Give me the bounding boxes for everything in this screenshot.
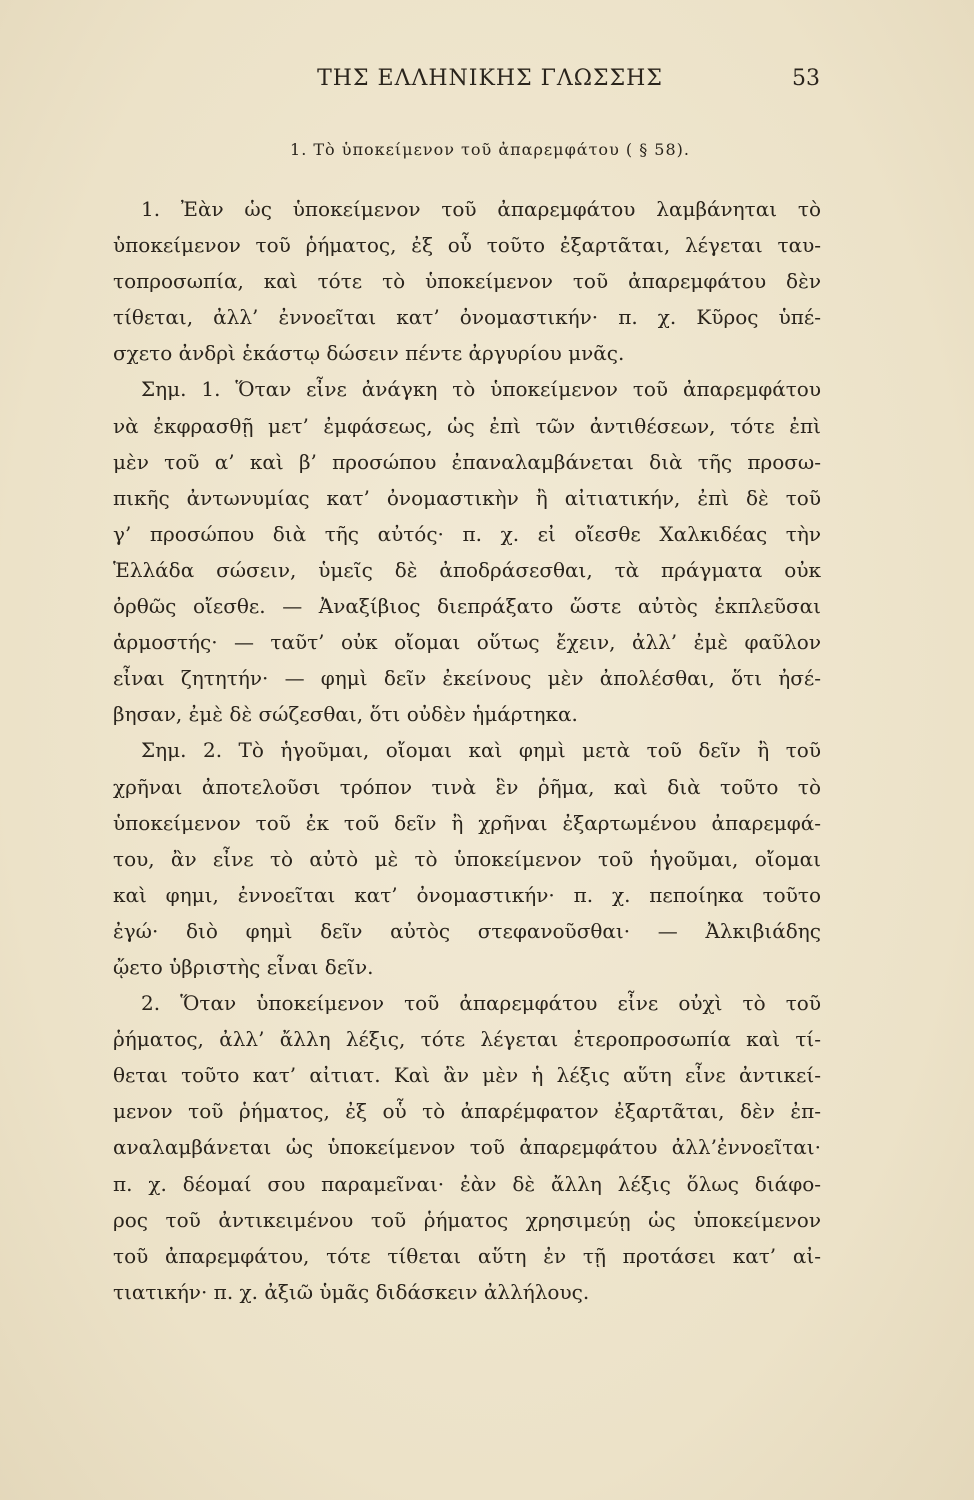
text-line: μενον τοῦ ῥήματος, ἐξ οὗ τὸ ἀπαρέμφατον ἐξαρτᾶται, δὲν ἐπ- xyxy=(113,1099,821,1124)
text-line: τοῦ ἀπαρεμφάτου, τότε τίθεται αὕτη ἐν τῇ προτάσει κατ’ αἰ- xyxy=(113,1243,821,1268)
text-line: εἶναι ζητητήν· — φημὶ δεῖν ἐκείνους μὲν ἀπολέσθαι, ὅτι ἠσέ- xyxy=(113,666,821,691)
text-line: ἁρμοστής· — ταῦτ’ οὐκ οἴομαι οὕτως ἔχειν, ἀλλ’ ἐμὲ φαῦλον xyxy=(113,630,821,655)
text-line: χρῆναι ἀποτελοῦσι τρόπον τινὰ ἓν ῥῆμα, καὶ διὰ τοῦτο τὸ xyxy=(113,774,821,799)
text-line: ῥήματος, ἀλλ’ ἄλλη λέξις, τότε λέγεται ἑτεροπροσωπία καὶ τί- xyxy=(113,1027,821,1052)
text-line: π. χ. δέομαί σου παραμεῖναι· ἐὰν δὲ ἄλλη λέξις ὅλως διάφο- xyxy=(113,1171,821,1196)
text-line: ὑποκείμενον τοῦ ῥήματος, ἐξ οὗ τοῦτο ἐξαρτᾶται, λέγεται ταυ- xyxy=(113,233,821,258)
text-line: καὶ φημι, ἐννοεῖται κατ’ ὀνομαστικήν· π. χ. πεποίηκα τοῦτο xyxy=(113,882,821,907)
text-line: Ἑλλάδα σώσειν, ὑμεῖς δὲ ἀποδράσεσθαι, τὰ πράγματα οὐκ xyxy=(113,557,821,582)
text-line: σχετο ἀνδρὶ ἑκάστῳ δώσειν πέντε ἀργυρίου μνᾶς. xyxy=(113,341,625,366)
text-line: Σημ. 2. Τὸ ἡγοῦμαι, οἴομαι καὶ φημὶ μετὰ τοῦ δεῖν ἢ τοῦ xyxy=(141,738,821,763)
page-header xyxy=(0,66,974,96)
text-line: τοπροσωπία, καὶ τότε τὸ ὑποκείμενον τοῦ ἀπαρεμφάτου δὲν xyxy=(113,269,821,294)
text-line: 2. Ὅταν ὑποκείμενον τοῦ ἀπαρεμφάτου εἶνε οὐχὶ τὸ τοῦ xyxy=(141,991,821,1016)
text-line: βησαν, ἐμὲ δὲ σώζεσθαι, ὅτι οὐδὲν ἡμάρτηκα. xyxy=(113,702,578,727)
text-line: τίθεται, ἀλλ’ ἐννοεῖται κατ’ ὀνομαστικήν· π. χ. Κῦρος ὑπέ- xyxy=(113,305,821,330)
text-line: ᾤετο ὑβριστὴς εἶναι δεῖν. xyxy=(113,954,374,979)
text-line: ἐγώ· διὸ φημὶ δεῖν αὐτὸς στεφανοῦσθαι· — Ἀλκιβιάδης xyxy=(113,918,821,943)
text-line: γ’ προσώπου διὰ τῆς αὐτός· π. χ. εἰ οἴεσθε Χαλκιδέας τὴν xyxy=(113,521,821,546)
text-line: ρος τοῦ ἀντικειμένου τοῦ ῥήματος χρησιμεύῃ ὡς ὑποκείμενον xyxy=(113,1207,821,1232)
running-title: ΤΗΣ ΕΛΛΗΝΙΚΗΣ ΓΛΩΣΣΗΣ xyxy=(317,66,663,91)
text-line: αναλαμβάνεται ὡς ὑποκείμενον τοῦ ἀπαρεμφάτου ἀλλ’ἐννοεῖται· xyxy=(113,1135,821,1160)
body-text xyxy=(113,191,821,1310)
text-line: 1. Ἐὰν ὡς ὑποκείμενον τοῦ ἀπαρεμφάτου λαμβάνηται τὸ xyxy=(141,197,821,221)
text-line: ὑποκείμενον τοῦ ἐκ τοῦ δεῖν ἢ χρῆναι ἐξαρτωμένου ἀπαρεμφά- xyxy=(113,810,821,835)
page-number: 53 xyxy=(792,66,820,91)
text-line: θεται τοῦτο κατ’ αἰτιατ. Καὶ ἂν μὲν ἡ λέξις αὕτη εἶνε ἀντικεί- xyxy=(113,1063,821,1088)
text-line: νὰ ἐκφρασθῇ μετ’ ἐμφάσεως, ὡς ἐπὶ τῶν ἀντιθέσεων, τότε ἐπὶ xyxy=(113,413,821,438)
text-line: ὀρθῶς οἴεσθε. — Ἀναξίβιος διεπράξατο ὥστε αὐτὸς ἐκπλεῦσαι xyxy=(113,594,821,619)
text-line: μὲν τοῦ α’ καὶ β’ προσώπου ἐπαναλαμβάνεται διὰ τῆς προσω- xyxy=(113,449,821,474)
section-heading: 1. Τὸ ὑποκείμενον τοῦ ἀπαρεμφάτου ( § 58). xyxy=(290,140,690,159)
text-line: του, ἂν εἶνε τὸ αὐτὸ μὲ τὸ ὑποκείμενον τοῦ ἡγοῦμαι, οἴομαι xyxy=(113,846,821,871)
text-line: Σημ. 1. Ὅταν εἶνε ἀνάγκη τὸ ὑποκείμενον τοῦ ἀπαρεμφάτου xyxy=(141,377,821,402)
text-line: πικῆς ἀντωνυμίας κατ’ ὀνομαστικὴν ἢ αἰτιατικήν, ἐπὶ δὲ τοῦ xyxy=(113,485,821,510)
text-line: τιατικήν· π. χ. ἀξιῶ ὑμᾶς διδάσκειν ἀλλήλους. xyxy=(113,1279,590,1304)
